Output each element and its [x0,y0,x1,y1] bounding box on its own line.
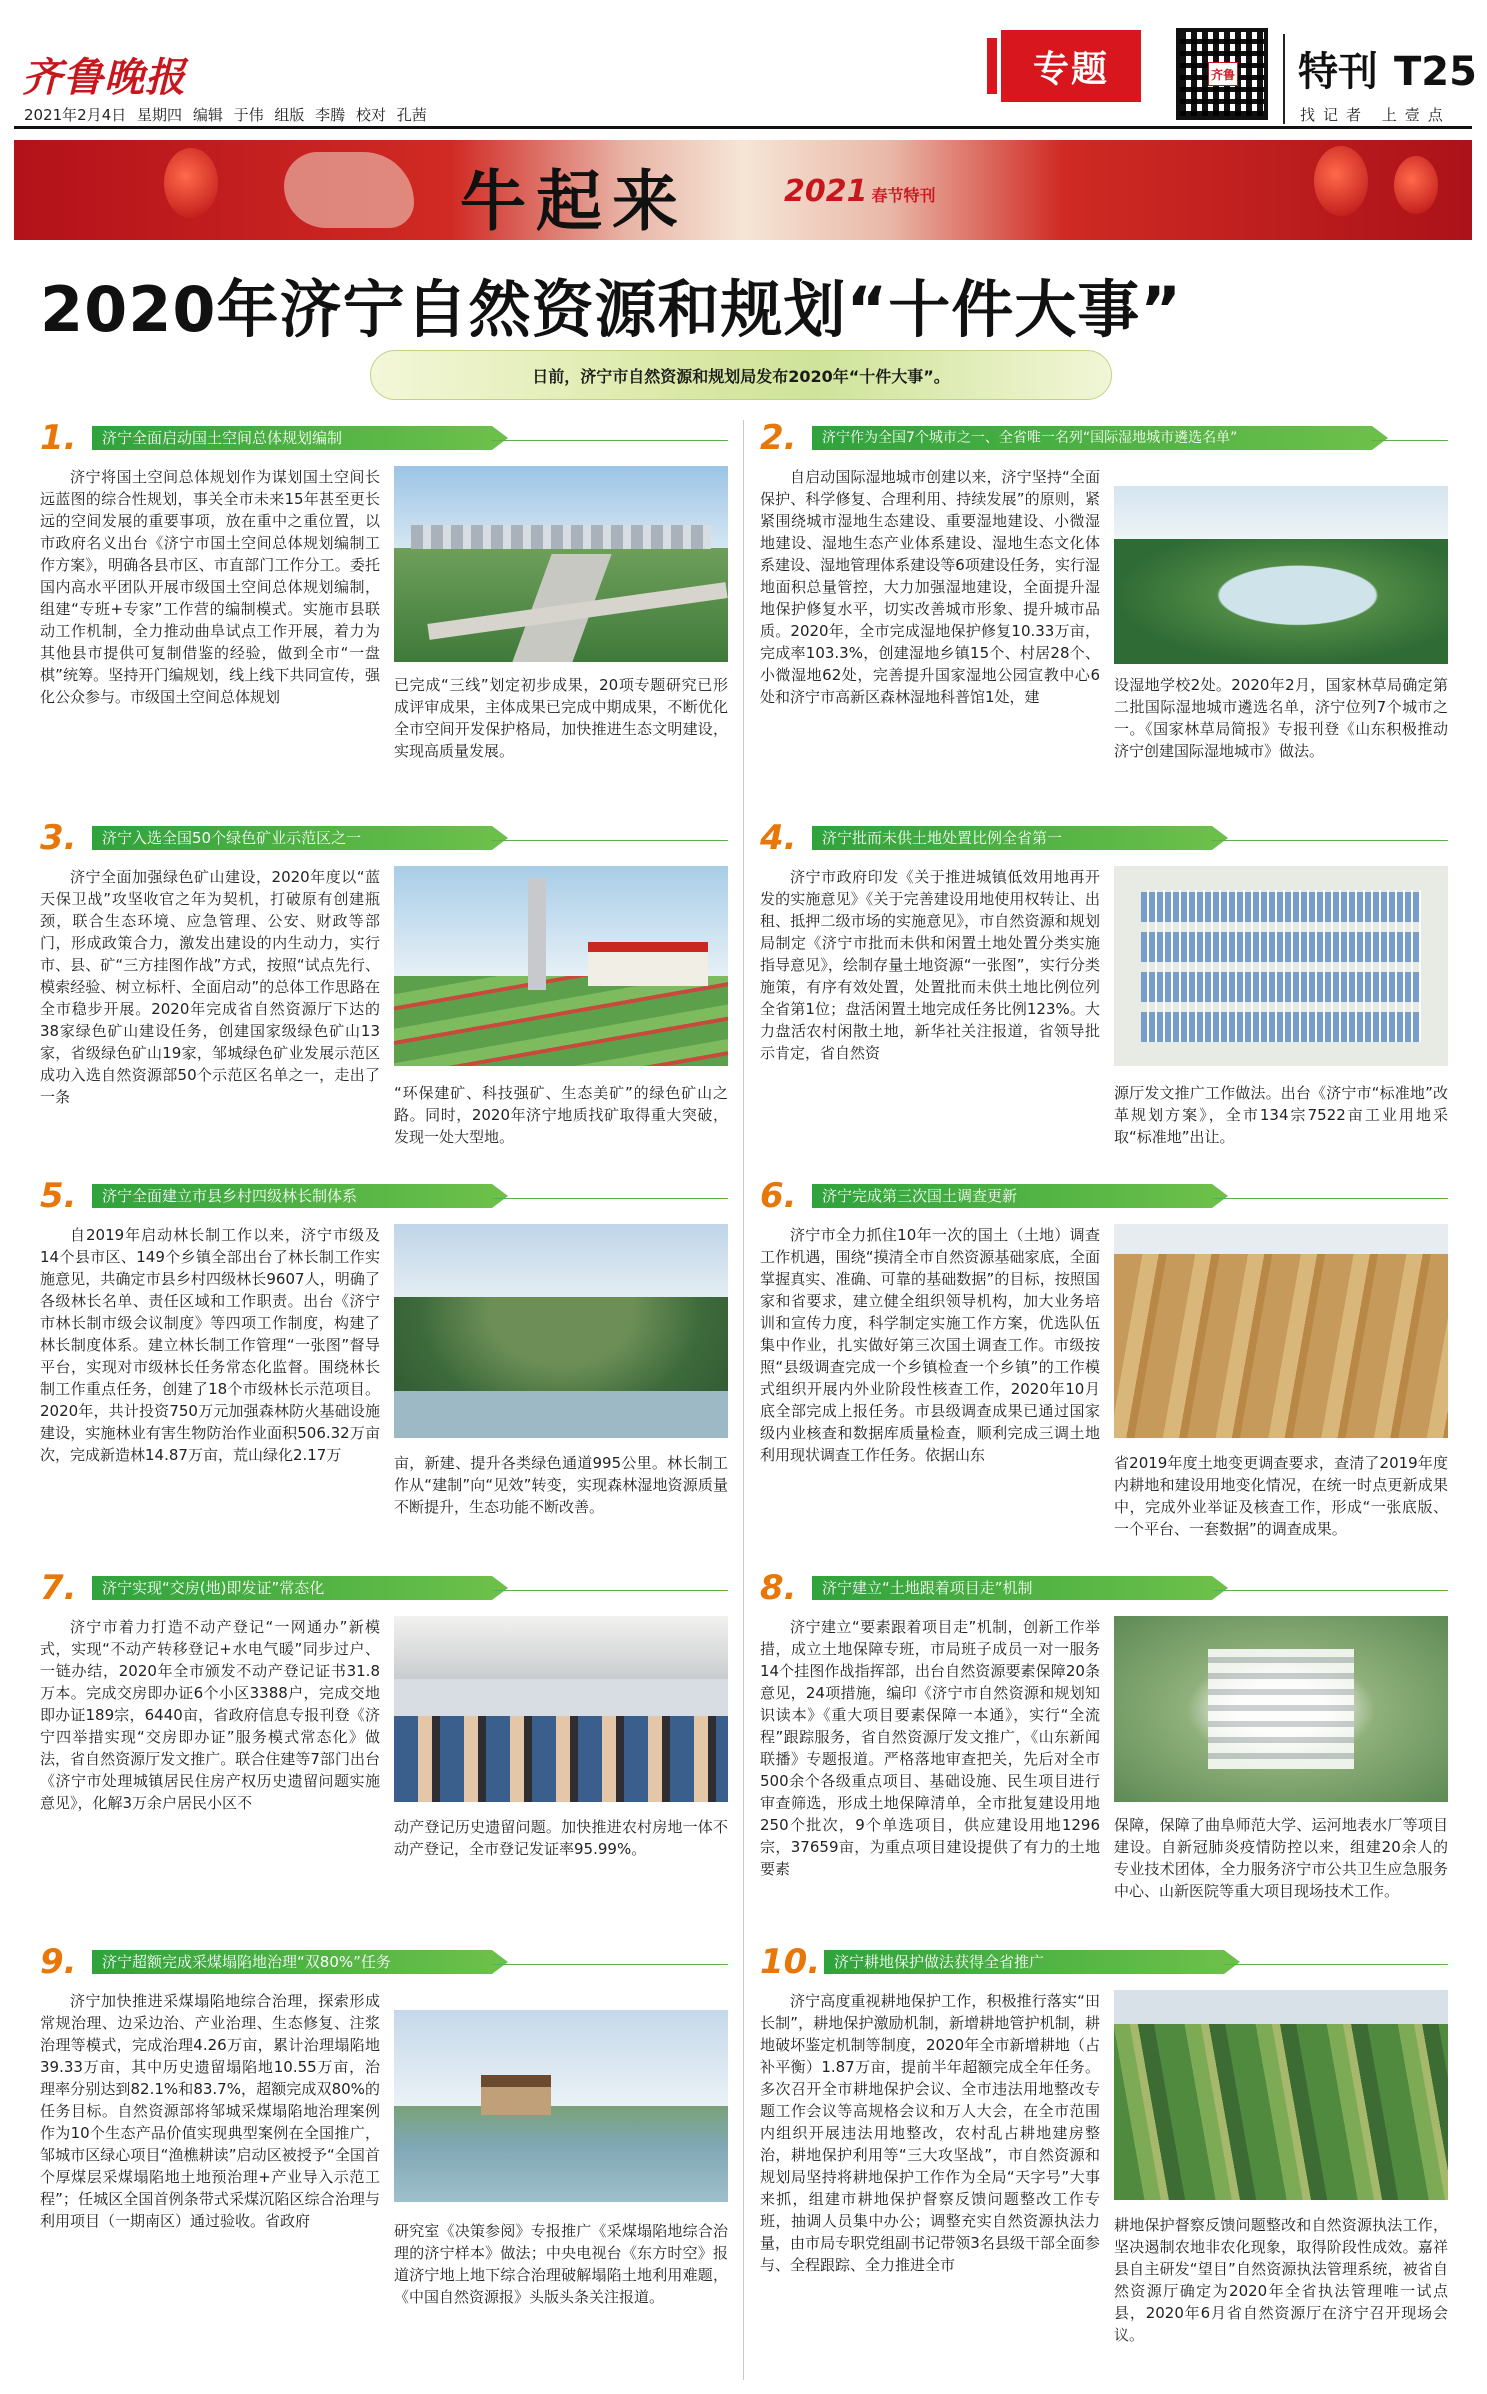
article-header [40,1942,728,1982]
page-number: T25 [1394,49,1477,95]
lantern-icon [1314,146,1368,216]
article-photo-overpass [394,466,728,662]
article-1 [40,420,728,800]
banner-tag: 春节特刊 [871,186,936,205]
article-photo-industrial-park [1114,866,1448,1066]
column-divider [743,420,744,2380]
editor-credit: 编辑 于伟 [192,106,264,124]
qr-code-label: 齐鲁 [1208,62,1238,86]
lantern-icon [1394,156,1438,214]
article-header [760,1942,1448,1982]
article-9 [40,1944,728,2374]
article-title: 济宁建立“土地跟着项目走”机制 [812,1576,1212,1600]
article-body-continued: “环保建矿、科技强矿、生态美矿”的绿色矿山之路。同时，2020年济宁地质找矿取得重大突破，发现一处大型地。 [394,1084,728,1146]
header-rule [1212,1590,1448,1591]
article-title: 济宁超额完成采煤塌陷地治理“双80%”任务 [92,1950,492,1974]
article-photo-aerial-fields [1114,1990,1448,2200]
article-number: 1. [40,418,77,458]
edition-info [1298,40,1477,97]
article-number: 5. [40,1176,77,1216]
intro-banner [370,350,1112,400]
banner-title: 牛起来 [460,162,688,240]
article-photo-forest [394,1224,728,1438]
article-5 [40,1178,728,1558]
article-photo-campus [1114,1616,1448,1802]
masthead-divider [1283,34,1285,124]
article-body: 济宁加快推进采煤塌陷地综合治理，探索形成常规治理、边采边治、产业治理、生态修复、注浆治理等模式，完成治理4.26万亩，累计治理塌陷地39.33万亩，其中历史遗留塌陷地10.55万亩，治理率分别达到82.1%和83.7%，超额完成双80%的任务目标。自然资源部将邹城采煤塌陷地治理案例作为10个生态产品价值实现典型案例在全国推广，邹城市区绿心项目“渔樵耕读”启动区被授予“全国首个厚煤层采煤塌陷地土地预治理+产业导入示范工程”；任城区全国首例条带式采煤沉陷区综合治理与利用项目（一期南区）通过验收。省政府 [40,1992,380,2230]
reporter-slogan: 找记者 上壹点 [1300,106,1451,124]
article-title: 济宁作为全国7个城市之一、全省唯一名列“国际湿地城市遴选名单” [812,426,1372,450]
article-title: 济宁完成第三次国土调查更新 [812,1184,1212,1208]
article-number: 7. [40,1568,77,1608]
page-title: 2020年济宁自然资源和规划“十件大事” [40,273,1183,346]
article-body: 济宁市政府印发《关于推进城镇低效用地再开发的实施意见》《关于完善建设用地使用权转让、出租、抵押二级市场的实施意见》，市自然资源和规划局制定《济宁市批而未供和闲置土地处置分类实施指导意见》，绘制存量土地资源“一张图”，实行分类施策，有序有效处置，处置批而未供土地比例位列全省第1位；盘活闲置土地完成任务比例123%。大力盘活农村闲散土地，新华社关注报道，省领导批示肯定，省自然资 [760,868,1100,1062]
article-header [40,1568,728,1608]
article-title: 济宁批而未供土地处置比例全省第一 [812,826,1212,850]
header-rule [1224,1964,1448,1965]
article-title: 济宁入选全国50个绿色矿业示范区之一 [92,826,492,850]
issue-weekday: 星期四 [137,106,183,124]
article-photo-wetland [1114,486,1448,664]
article-number: 4. [760,818,797,858]
article-body-continued: 源厅发文推广工作做法。出台《济宁市“标准地”改革规划方案》，全市134宗7522亩工业用地采取“标准地”出让。 [1114,1084,1448,1146]
article-body-continued: 耕地保护督察反馈问题整改和自然资源执法工作，坚决遏制农地非农化现象，取得阶段性成效。嘉祥县自主研发“望目”自然资源执法管理系统，被省自然资源厅确定为2020年全省执法管理唯一试点县，2020年6月省自然资源厅在济宁召开现场会议。 [1114,2216,1448,2344]
article-number: 6. [760,1176,797,1216]
header-rule [492,840,728,841]
article-body: 济宁市着力打造不动产登记“一网通办”新模式，实现“不动产转移登记+水电气暖”同步过户、一链办结，2020年全市颁发不动产登记证书31.8万本。完成交房即办证6个小区3388户，完成交地即办证189宗，6440亩，省政府信息专报刊登《济宁四举措实现“交房即办证”服务模式常态化》做法，省自然资源厅发文推广。联合住建等7部门出台《济宁市处理城镇居民住房产权历史遗留问题实施意见》，化解3万余户居民小区不 [40,1618,380,1812]
article-3 [40,820,728,1200]
article-header [760,1176,1448,1216]
lantern-icon [164,148,218,218]
banner-year: 2021 [784,174,868,209]
header-rule [492,440,728,441]
article-body-continued: 研究室《决策参阅》专报推广《采煤塌陷地综合治理的济宁样本》做法；中央电视台《东方时空》报道济宁地上地下综合治理破解塌陷土地利用难题，《中国自然资源报》头版头条关注报道。 [394,2222,728,2306]
article-body: 济宁市全力抓住10年一次的国土（土地）调查工作机遇，围绕“摸清全市自然资源基础家底，全面掌握真实、准确、可靠的基础数据”的目标，按照国家和省要求，建立健全组织领导机构，加大业务培训和宣传力度，科学制定实施工作方案，优选队伍集中作业，扎实做好第三次国土调查工作。市级按照“县级调查完成一个乡镇检查一个乡镇”的工作模式组织开展内外业阶段性核查工作，2020年10月底全部完成上报任务。市县级调查成果已通过国家级内业核查和数据库质量检查，顺利完成三调土地利用现状调查工作任务。依据山东 [760,1226,1100,1464]
ox-icon [284,152,414,228]
article-number: 2. [760,418,797,458]
article-photo-mine [394,866,728,1066]
masthead [0,0,1487,130]
header-rule [1372,440,1448,441]
article-title: 济宁耕地保护做法获得全省推广 [824,1950,1224,1974]
header-rule [492,1964,728,1965]
festival-banner [14,140,1472,240]
article-title: 济宁全面启动国土空间总体规划编制 [92,426,492,450]
article-title: 济宁全面建立市县乡村四级林长制体系 [92,1184,492,1208]
article-body-continued: 省2019年度土地变更调查要求，查清了2019年度内耕地和建设用地变化情况，在统一时点更新成果中，完成外业举证及核查工作，形成“一张底版、一个平台、一套数据”的调查成果。 [1114,1454,1448,1538]
article-body-continued: 已完成“三线”划定初步成果，20项专题研究已形成评审成果，主体成果已完成中期成果，不断优化全市空间开发保护格局，加快推进生态文明建设，实现高质量发展。 [394,676,728,760]
article-8 [760,1570,1448,1950]
article-photo-service-hall [394,1616,728,1802]
article-6 [760,1178,1448,1558]
article-body-continued: 保障，保障了曲阜师范大学、运河地表水厂等项目建设。自新冠肺炎疫情防控以来，组建20余人的专业技术团体，全力服务济宁市公共卫生应急服务中心、山新医院等重大项目现场技术工作。 [1114,1816,1448,1900]
article-body: 济宁将国土空间总体规划作为谋划国土空间长远蓝图的综合性规划，事关全市未来15年甚至更长远的空间发展的重要事项，放在重中之重位置，以市政府名义出台《济宁市国土空间总体规划编制工作方案》，明确各县市区、市直部门工作分工。委托国内高水平团队开展市级国土空间总体规划编制，组建“专班+专家”工作营的编制模式。实施市县联动工作机制，全力推动曲阜试点工作开展，着力为其他县市提供可复制借鉴的经验，做到全市“一盘棋”统筹。坚持开门编规划，线上线下共同宣传，强化公众参与。市级国土空间总体规划 [40,468,380,706]
header-rule [1212,840,1448,841]
section-tab: 专题 [1001,30,1141,102]
header-rule [492,1590,728,1591]
intro-text: 日前，济宁市自然资源和规划局发布2020年“十件大事”。 [532,367,950,386]
article-header [40,818,728,858]
article-4 [760,820,1448,1200]
issue-date: 2021年2月4日 [24,106,127,124]
article-header [760,418,1448,458]
article-header [760,818,1448,858]
article-header [40,1176,728,1216]
article-body: 济宁高度重视耕地保护工作，积极推行落实“田长制”，耕地保护激励机制，新增耕地管护机制，耕地破坏鉴定机制等制度，2020年全市新增耕地（占补平衡）1.87万亩，提前半年超额完成全年任务。多次召开全市耕地保护会议、全市违法用地整改专题工作会议等高规格会议和万人大会，在全市范围内组织开展违法用地整改，农村乱占耕地建房整治，耕地保护利用等“三大攻坚战”，市自然资源和规划局坚持将耕地保护工作作为全局“天字号”大事来抓，组建市耕地保护督察反馈问题整改工作专班，抽调人员集中办公；调整充实自然资源执法力量，由市局专职党组副书记带领3名县级干部全面参与、全程跟踪、全力推进全市 [760,1992,1100,2274]
article-header [40,418,728,458]
paper-logo: 齐鲁晚报 [22,54,186,101]
article-7 [40,1570,728,1950]
article-photo-lake-pavilion [394,2010,728,2202]
article-body-continued: 设湿地学校2处。2020年2月，国家林草局确定第二批国际湿地城市遴选名单，济宁位列7个城市之一。《国家林草局简报》专报刊登《山东积极推动济宁创建国际湿地城市》做法。 [1114,676,1448,760]
article-number: 10. [760,1942,821,1982]
article-body: 自启动国际湿地城市创建以来，济宁坚持“全面保护、科学修复、合理利用、持续发展”的原则，紧紧围绕城市湿地生态建设、重要湿地建设、小微湿地建设、湿地生态产业体系建设、湿地生态文化体系建设、湿地管理体系建设等6项建设任务，实行湿地面积总量管控，大力加强湿地建设，全面提升湿地保护修复水平，切实改善城市形象、提升城市品质。2020年，全市完成湿地保护修复10.33万亩，完成率103.3%，创建湿地乡镇15个、村居28个、小微湿地62处，完善提升国家湿地公园宣教中心6处和济宁市高新区森林湿地科普馆1处，建 [760,468,1100,706]
layout-credit: 组版 李腾 [274,106,346,124]
header-rule [1212,1198,1448,1199]
article-number: 8. [760,1568,797,1608]
article-number: 9. [40,1942,77,1982]
article-body-continued: 亩，新建、提升各类绿色通道995公里。林长制工作从“建制”向“见效”转变，实现森林湿地资源质量不断提升，生态功能不断改善。 [394,1454,728,1516]
article-number: 3. [40,818,77,858]
article-body: 自2019年启动林长制工作以来，济宁市级及14个县市区、149个乡镇全部出台了林长制工作实施意见，共确定市县乡村四级林长9607人，明确了各级林长名单、责任区域和工作职责。出台《济宁市林长制市级会议制度》等四项工作制度，构建了林长制度体系。建立林长制工作管理“一张图”督导平台，实现对市级林长任务常态化监督。围绕林长制工作重点任务，创建了18个市级林长示范项目。2020年，共计投资750万元加强森林防火基础设施建设，实施林业有害生物防治作业面积506.32万亩次，完成新造林14.87万亩，荒山绿化2.17万 [40,1226,380,1464]
article-body: 济宁建立“要素跟着项目走”机制，创新工作举措，成立土地保障专班，市局班子成员一对一服务14个挂图作战指挥部，出台自然资源要素保障20条意见，24项措施，编印《济宁市自然资源和规划知识读本》《重大项目要素保障一本通》，实行“全流程”跟踪服务，省自然资源厅发文推广，《山东新闻联播》专题报道。严格落地审查把关，先后对全市500余个各级重点项目、基础设施、民生项目进行审查筛选，形成土地保障清单，全市批复建设用地250个批次，9个单选项目，供应建设用地1296宗，37659亩，为重点项目建设提供了有力的土地要素 [760,1618,1100,1878]
article-body-continued: 动产登记历史遗留问题。加快推进农村房地一体不动产登记，全市登记发证率95.99%。 [394,1818,728,1858]
article-2 [760,420,1448,800]
article-10 [760,1944,1448,2374]
proofreader-credit: 校对 孔茜 [355,106,427,124]
banner-subtitle [784,174,936,209]
dateline [24,104,427,125]
header-rule [492,1198,728,1199]
article-title: 济宁实现“交房(地)即发证”常态化 [92,1576,492,1600]
article-body: 济宁全面加强绿色矿山建设，2020年度以“蓝天保卫战”攻坚收官之年为契机，打破原有创建瓶颈，联合生态环境、应急管理、公安、财政等部门，形成政策合力，激发出建设的内生动力，实行市、县、矿“三方挂图作战”方式，按照“试点先行、模索经验、树立标杆、全面启动”的总体工作思路在全市稳步开展。2020年完成省自然资源厅下达的38家绿色矿山建设任务，创建国家级绿色矿山13家，省级绿色矿山19家，邹城绿色矿业发展示范区成功入选自然资源部50个示范区名单之一，走出了一条 [40,868,380,1106]
masthead-rule [14,126,1472,129]
article-photo-farmland [1114,1224,1448,1438]
edition-label: 特刊 [1298,49,1378,95]
article-header [760,1568,1448,1608]
